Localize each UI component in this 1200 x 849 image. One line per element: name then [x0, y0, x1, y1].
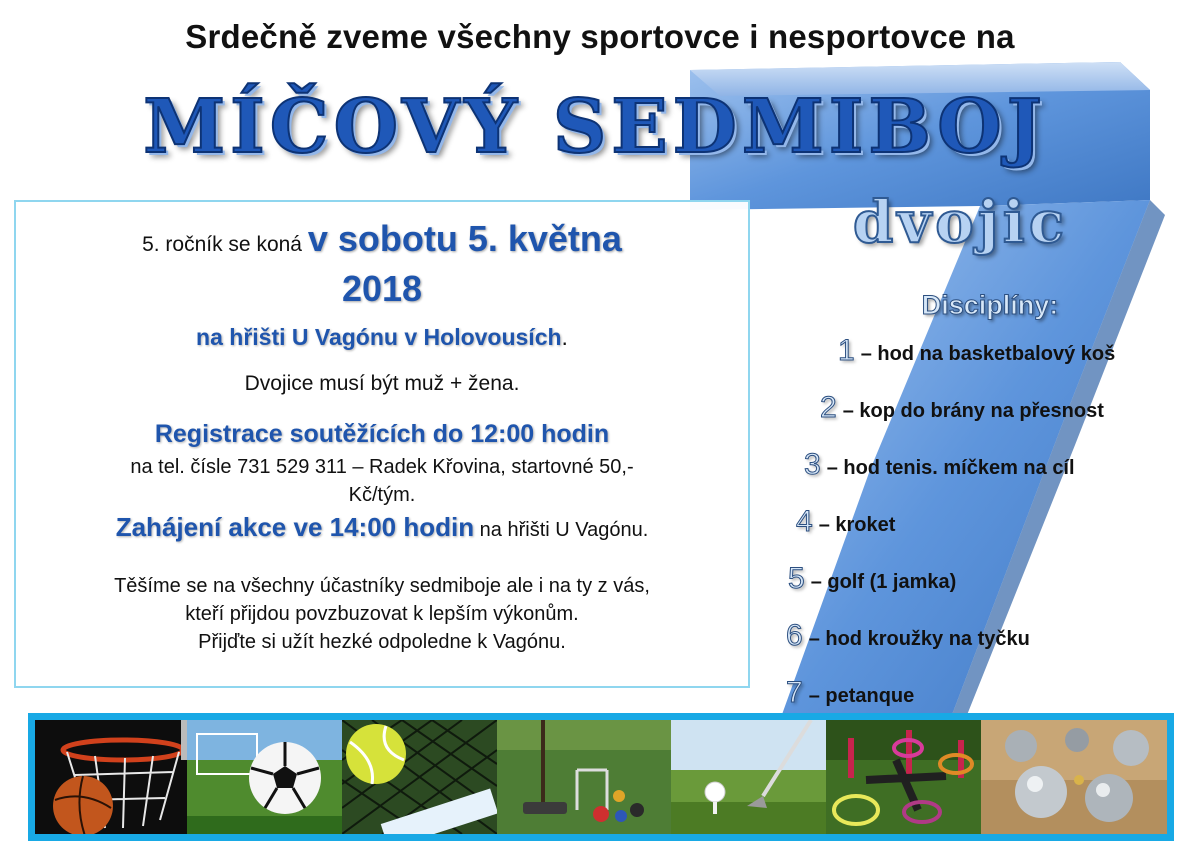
event-year: 2018: [341, 268, 423, 309]
discipline-label: – kroket: [818, 514, 896, 536]
croquet-icon: [497, 720, 671, 834]
closing-text: [16, 572, 748, 656]
venue: na hřišti U Vagónu v Holovousích: [196, 324, 562, 350]
discipline-label: – hod tenis. míčkem na cíl: [826, 457, 1075, 479]
disciplines-heading: Disciplíny:: [921, 290, 1059, 320]
discipline-item-1: [838, 334, 1115, 368]
discipline-item-5: [788, 562, 956, 596]
couples-rule: Dvojice musí být muž + žena.: [244, 372, 520, 395]
ring-toss-icon: [826, 720, 981, 834]
event-date: v sobotu 5. května: [307, 218, 622, 259]
tennis-ball-icon: [342, 720, 497, 834]
registration-deadline: Registrace soutěžících do 12:00 hodin: [154, 420, 610, 448]
event-title: MÍČOVÝ SEDMIBOJ: [143, 84, 1047, 170]
discipline-item-6: [786, 619, 1030, 653]
discipline-item-2: [820, 391, 1104, 425]
date-line: [16, 218, 748, 260]
discipline-number: 7: [786, 676, 803, 709]
closing-line-3: Přijďte si užít hezké odpoledne k Vagónu.: [198, 631, 566, 653]
discipline-item-3: [804, 448, 1075, 482]
discipline-label: – hod na basketbalový koš: [860, 343, 1116, 365]
soccer-ball-icon: [187, 720, 342, 834]
start-time: Zahájení akce ve 14:00 hodin: [115, 512, 475, 542]
venue-line: [16, 324, 748, 351]
discipline-number: 3: [804, 448, 821, 481]
discipline-number: 5: [788, 562, 805, 595]
discipline-number: 4: [796, 505, 813, 538]
event-subtitle: dvojic: [852, 188, 1069, 256]
start-place: na hřišti U Vagónu.: [474, 519, 649, 541]
closing-line-1: Těšíme se na všechny účastníky sedmiboje ale i na ty z vás,: [114, 575, 650, 597]
invite-line: Srdečně zveme všechny sportovce i nesportovce na: [185, 18, 1015, 55]
discipline-item-7: [786, 676, 914, 710]
venue-suffix: .: [561, 324, 568, 350]
discipline-number: 1: [838, 334, 855, 367]
discipline-item-4: [796, 505, 895, 539]
contact-line-1: na tel. čísle 731 529 311 – Radek Křovina, startovné 50,-: [130, 456, 634, 478]
golf-icon: [671, 720, 826, 834]
basketball-hoop-icon: [35, 720, 187, 834]
discipline-label: – golf (1 jamka): [810, 571, 957, 593]
closing-line-2: kteří přijdou povzbuzovat k lepším výkonům.: [185, 603, 579, 625]
discipline-label: – hod kroužky na tyčku: [808, 628, 1030, 650]
discipline-number: 2: [820, 391, 837, 424]
sports-photo-strip: [28, 713, 1174, 841]
start-line: [16, 512, 748, 543]
contact-line-2: Kč/tým.: [348, 484, 416, 506]
event-info-box: [14, 200, 750, 688]
discipline-label: – kop do brány na přesnost: [842, 400, 1104, 422]
discipline-number: 6: [786, 619, 803, 652]
discipline-label: – petanque: [808, 685, 915, 707]
edition-text: 5. ročník se koná: [142, 233, 308, 256]
petanque-icon: [981, 720, 1167, 834]
